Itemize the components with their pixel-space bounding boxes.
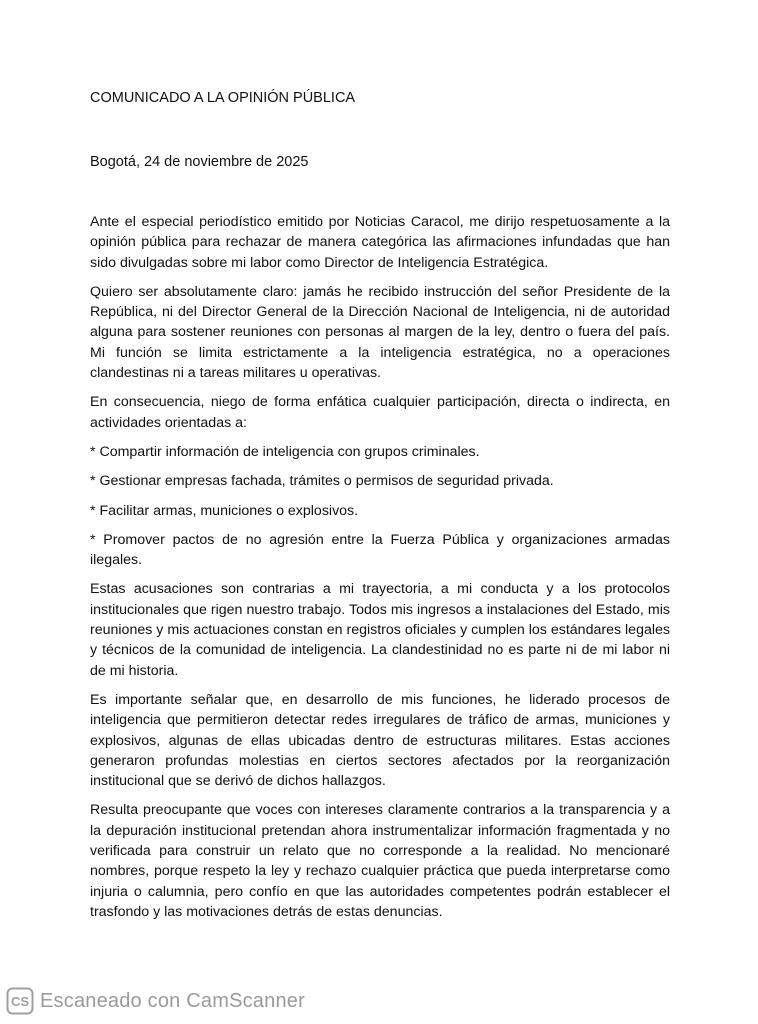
camscanner-logo-icon [6, 987, 34, 1015]
paragraph-trajectory: Estas acusaciones son contrarias a mi trayectoria, a mi conducta y a los protocolos institucionales que rigen nuestro trabajo. Todos mis ingresos a instalaciones del Estado, mis reuniones y mis actuaciones constan en registros oficiales y cumplen los estándares legales y técnicos de la comunidad de inteligencia. La clandestinidad no es parte ni de mi labor ni de mi historia. [90, 581, 670, 679]
bullet-item: * Compartir información de inteligencia con grupos criminales. [90, 443, 480, 460]
watermark-text: Escaneado con CamScanner [40, 989, 305, 1012]
bullet-item: * Facilitar armas, municiones o explosivos. [90, 502, 359, 519]
paragraph-concern: Resulta preocupante que voces con intereses claramente contrarios a la transparencia y a la depuración institucional pretendan ahora instrumentalizar información fragmentada y no verificada para construir un relato que no corresponde a la realidad. No mencionaré nombres, porque respeto la ley y rechazo cualquier práctica que pueda interpretarse como injuria o calumnia, pero confío en que las autoridades competentes podrán establecer el trasfondo y las motivaciones detrás de estas denuncias. [90, 802, 670, 920]
camscanner-logo-text: CS [10, 994, 30, 1009]
document-page [90, 88, 670, 931]
paragraph-findings: Es importante señalar que, en desarrollo de mis funciones, he liderado procesos de inteligencia que permitieron detectar redes irregulares de tráfico de armas, municiones y explosivos, algunas de ellas ubicadas dentro de estructuras militares. Estas acciones generaron profundas molestias en ciertos sectores afectados por la reorganización institucional que se derivó de dichos hallazgos. [90, 691, 670, 790]
paragraph-denial: En consecuencia, niego de forma enfática cualquier participación, directa o indirecta, en actividades orientadas a: [90, 394, 670, 431]
document-title: COMUNICADO A LA OPINIÓN PÚBLICA [90, 90, 356, 106]
bullet-item: * Promover pactos de no agresión entre la Fuerza Pública y organizaciones armadas ilegales. [90, 531, 670, 569]
paragraph-intro: Ante el especial periodístico emitido por Noticias Caracol, me dirijo respetuosamente a la opinión pública para rechazar de manera categórica las afirmaciones infundadas que han sido divulgadas sobre mi labor como Director de Inteligencia Estratégica. [90, 214, 670, 271]
camscanner-watermark [6, 986, 305, 1016]
date-line: Bogotá, 24 de noviembre de 2025 [90, 154, 309, 170]
bullet-item: * Gestionar empresas fachada, trámites o permisos de seguridad privada. [90, 473, 554, 490]
paragraph-clarification: Quiero ser absolutamente claro: jamás he recibido instrucción del señor Presidente de la República, ni del Director General de la Dirección Nacional de Inteligencia, ni de autoridad alguna para sostener reuniones con personas al margen de la ley, dentro o fuera del país. Mi función se limita estrictamente a la inteligencia estratégica, no a operaciones clandestinas ni a tareas militares u operativas. [90, 283, 670, 382]
